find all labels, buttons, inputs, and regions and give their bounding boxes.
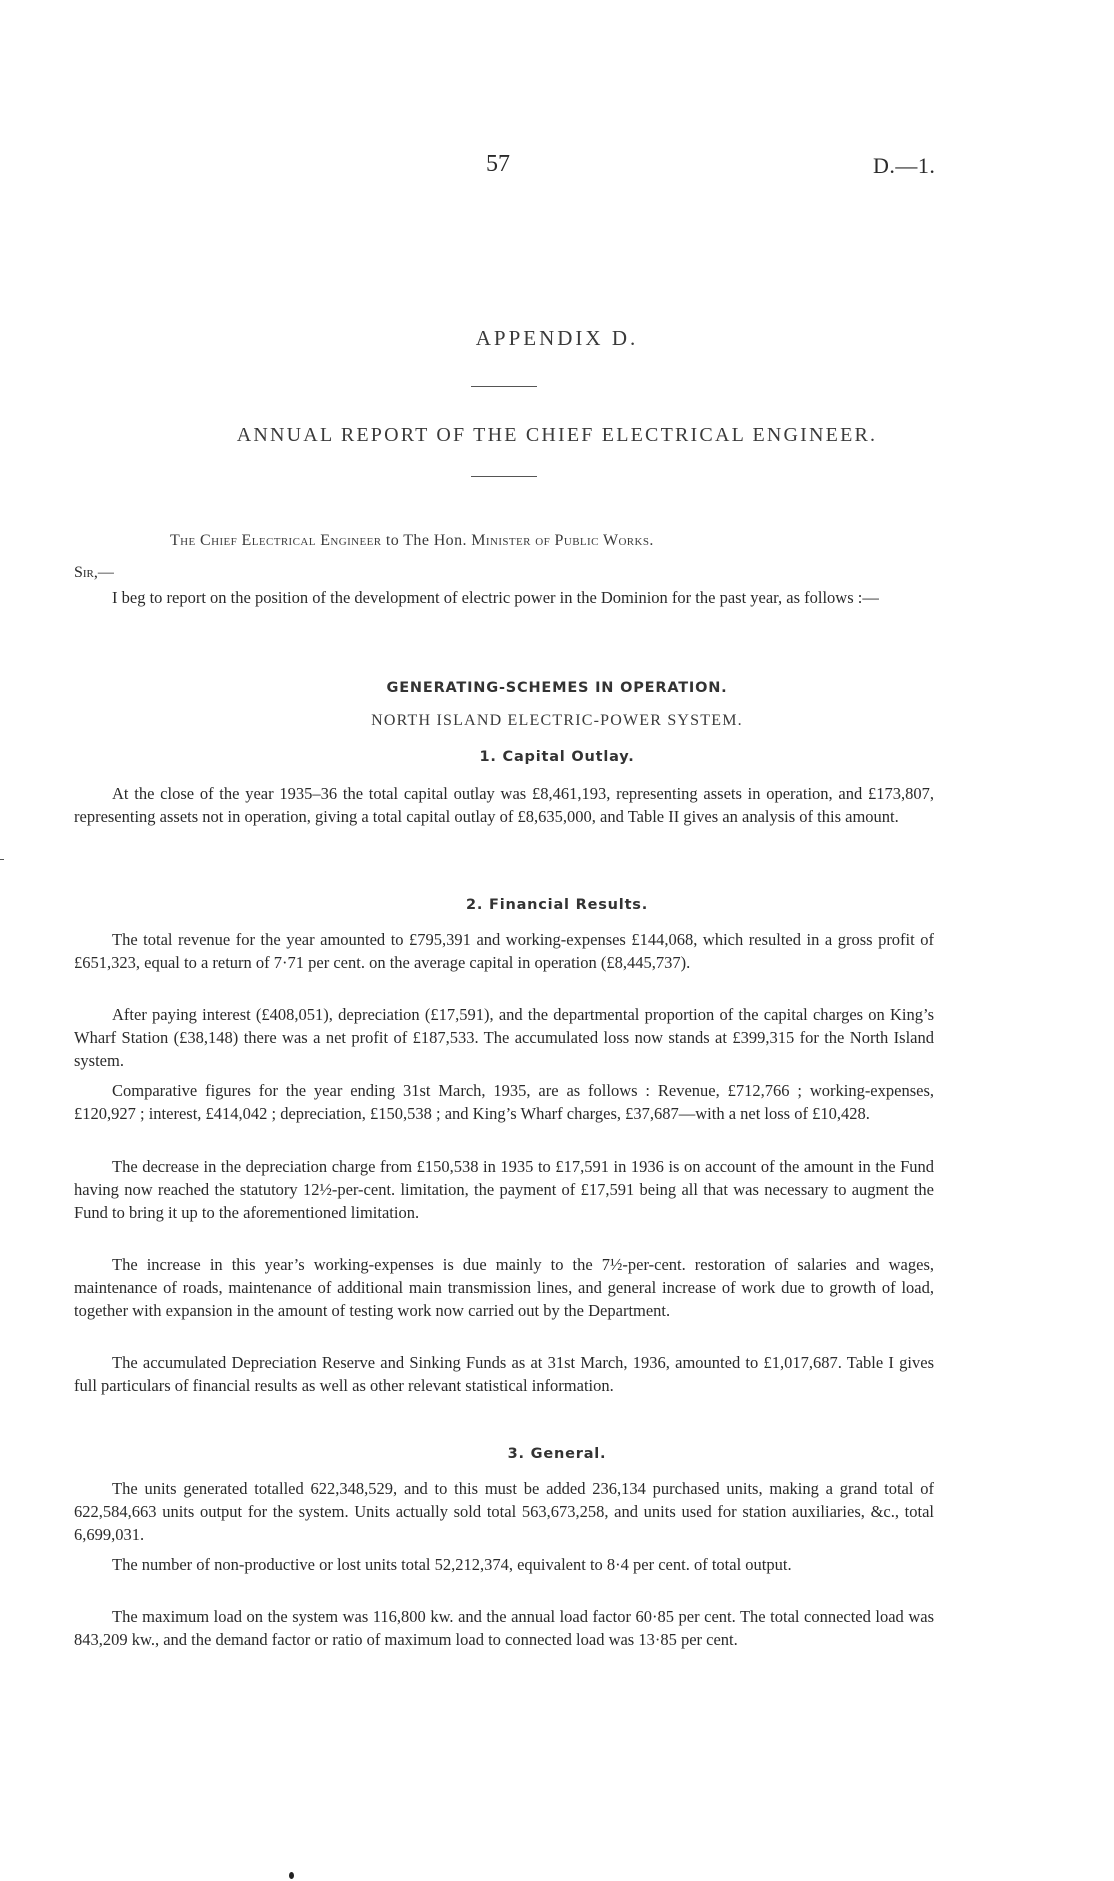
margin-mark bbox=[0, 859, 4, 860]
financial-paragraph-4: The decrease in the depreciation charge from £150,538 in 1935 to £17,591 in 1936 is on account of the amount in the Fund having now reached the statutory 12½-per-cent. limitation, the payment of £17,591 being all that was necessary to augment the Fund to bring it up to the aforementioned limitation. bbox=[74, 1157, 934, 1222]
financial-paragraph-3: Comparative figures for the year ending 31st March, 1935, are as follows : Revenue, £712,766 ; working-expenses, £120,927 ; interest, £414,042 ; depreciation, £150,538 ; and King’s Wharf charges, £37,687—with a net loss of £10,428. bbox=[74, 1081, 934, 1123]
section-title: GENERATING-SCHEMES IN OPERATION. bbox=[386, 680, 728, 696]
system-title: NORTH ISLAND ELECTRIC-POWER SYSTEM. bbox=[371, 712, 743, 729]
general-paragraph-2: The number of non-productive or lost units total 52,212,374, equivalent to 8·4 per cent. of total output. bbox=[112, 1555, 792, 1574]
intro-paragraph: I beg to report on the position of the development of electric power in the Dominion for the past year, as follows :— bbox=[112, 588, 879, 607]
general-paragraph-3: The maximum load on the system was 116,800 kw. and the annual load factor 60·85 per cent. The total connected load was 843,209 kw., and the demand factor or ratio of maximum load to connected load was 13·85 per cent. bbox=[74, 1607, 934, 1649]
general-paragraph-1: The units generated totalled 622,348,529, and to this must be added 236,134 purchased units, making a grand total of 622,584,663 units output for the system. Units actually sold total 563,673,258, and units used for station auxiliaries, &c., total 6,699,031. bbox=[74, 1479, 934, 1544]
divider-rule bbox=[471, 476, 537, 477]
addressee-minister: Minister of Public Works. bbox=[471, 532, 654, 549]
addressee-from: The Chief Electrical Engineer bbox=[170, 532, 382, 549]
ink-speck bbox=[289, 1872, 294, 1879]
document-reference: D.—1. bbox=[873, 153, 936, 178]
financial-paragraph-5: The increase in this year’s working-expenses is due mainly to the 7½-per-cent. restoration of salaries and wages, maintenance of roads, maintenance of additional main transmission lines, and general increase of work due to growth of load, together with expansion in the amount of testing work now carried out by the Department. bbox=[74, 1255, 934, 1320]
report-title: ANNUAL REPORT OF THE CHIEF ELECTRICAL ENGINEER. bbox=[236, 424, 878, 446]
financial-results-heading: 2. Financial Results. bbox=[465, 897, 649, 913]
financial-paragraph-2: After paying interest (£408,051), depreciation (£17,591), and the departmental proportion of the capital charges on King’s Wharf Station (£38,148) there was a net profit of £187,533. The accumulated loss now stands at £399,315 for the North Island system. bbox=[74, 1005, 934, 1070]
addressee-hon: The Hon. bbox=[403, 532, 467, 549]
financial-paragraph-1: The total revenue for the year amounted to £795,391 and working-expenses £144,068, which resulted in a gross profit of £651,323, equal to a return of 7·71 per cent. on the average capital in operation (£8,445,737). bbox=[74, 930, 934, 972]
addressee-line bbox=[170, 532, 654, 550]
capital-paragraph-1: At the close of the year 1935–36 the total capital outlay was £8,461,193, representing assets in operation, and £173,807, representing assets not in operation, giving a total capital outlay of £8,635,000, and Table II gives an analysis of this amount. bbox=[74, 784, 934, 826]
divider-rule bbox=[471, 386, 537, 387]
appendix-title: APPENDIX D. bbox=[475, 326, 639, 350]
page-number: 57 bbox=[486, 151, 510, 177]
financial-paragraph-6: The accumulated Depreciation Reserve and Sinking Funds as at 31st March, 1936, amounted to £1,017,687. Table I gives full particulars of financial results as well as other relevant statistical information. bbox=[74, 1353, 934, 1395]
addressee-to-word: to bbox=[385, 532, 400, 549]
capital-outlay-heading: 1. Capital Outlay. bbox=[479, 749, 635, 765]
salutation: Sir,— bbox=[74, 564, 114, 581]
general-heading: 3. General. bbox=[507, 1446, 607, 1462]
